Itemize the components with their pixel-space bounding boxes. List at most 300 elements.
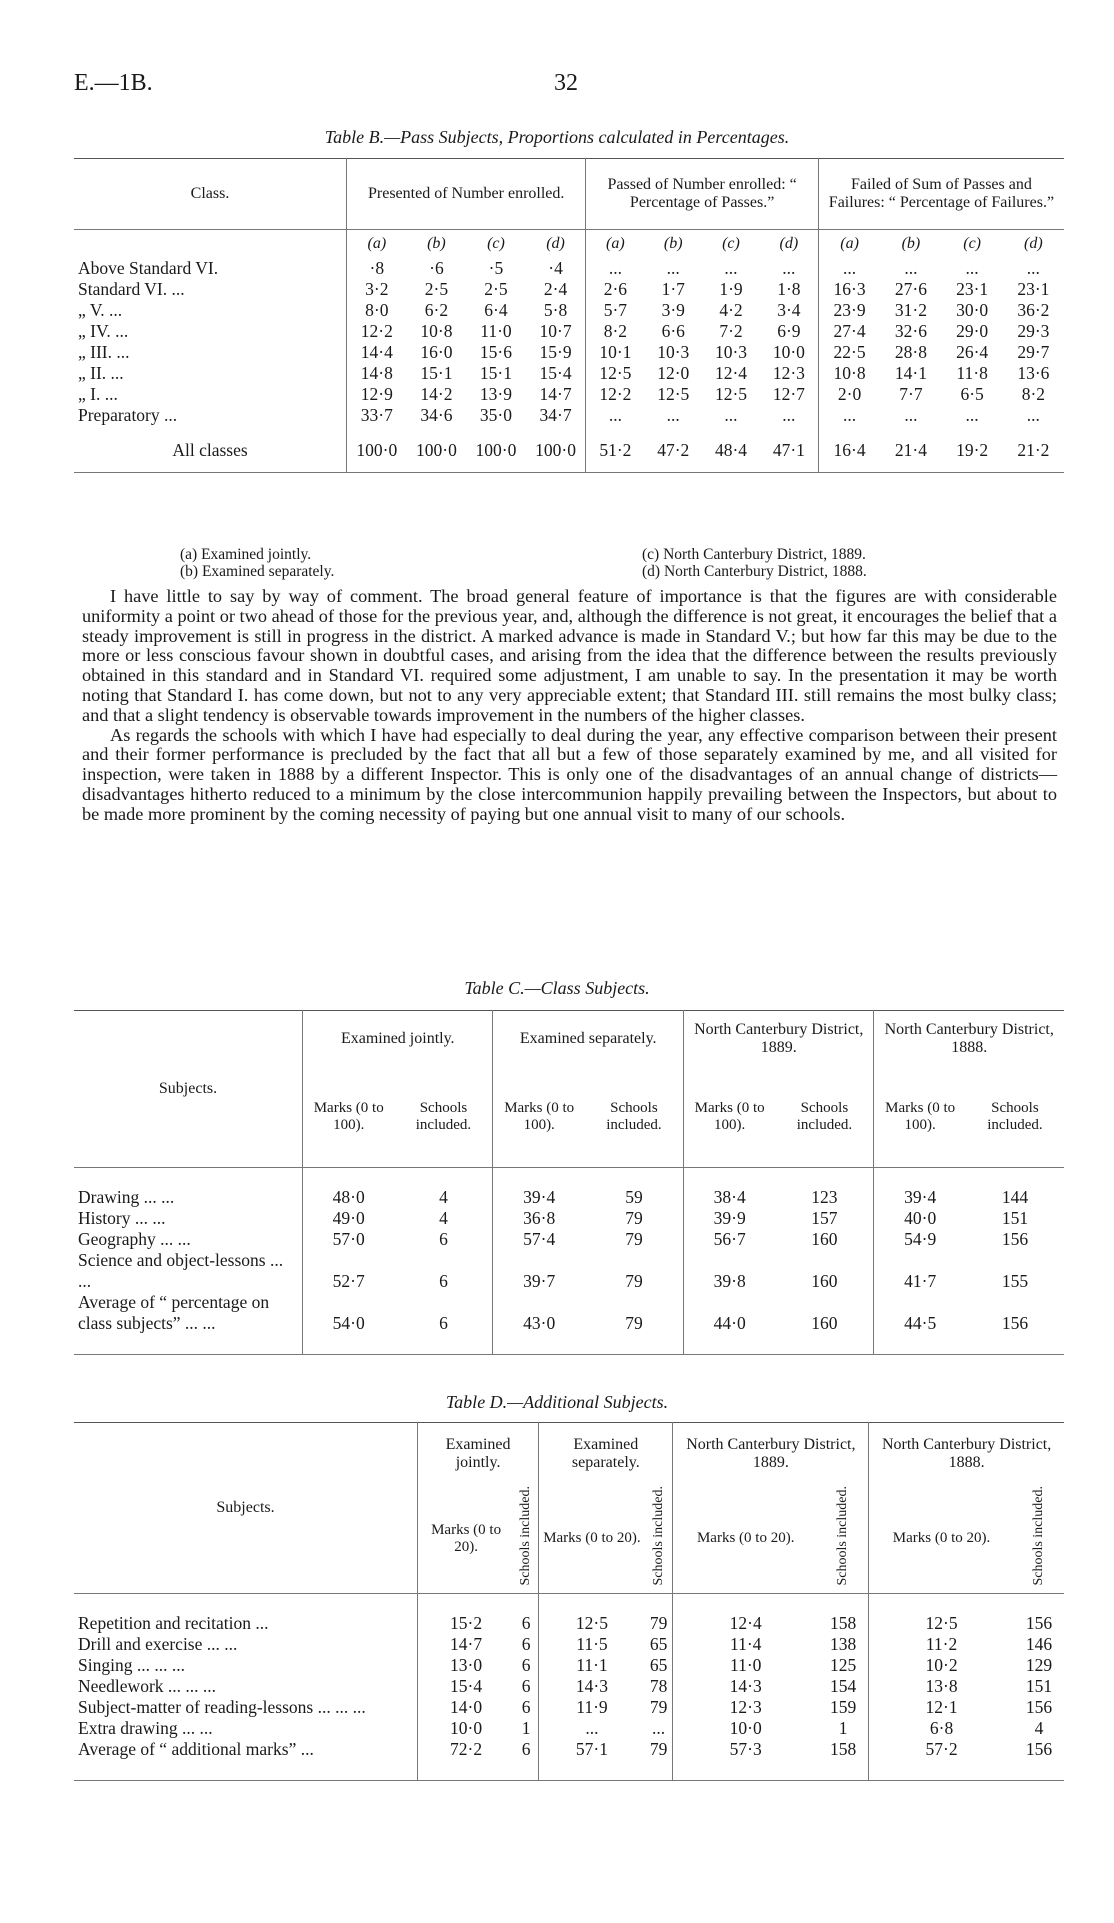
total-cell: 48·4: [714, 440, 748, 460]
table-cell: 57·4: [523, 1229, 556, 1249]
table-cell: 44·5: [904, 1313, 937, 1333]
table-cell: 29·7: [1017, 342, 1050, 362]
table-cell: 160: [775, 1292, 874, 1334]
table-cell: ·4: [526, 258, 586, 279]
table-cell: 6·5: [960, 384, 984, 404]
total-cell: 16·4: [833, 440, 866, 460]
row-label: Drawing ... ...: [74, 1187, 303, 1208]
paragraph: I have little to say by way of comment. The broad general feature of importance is that the figures are with considerable uniformity a point or two ahead of those for the previous year, and, although the difference is not great, it encourages the belief that a steady improvement is still in progress in the district. A marked advance is made in Standard V.; but how far this may be due to the more or less conscious favour shown in doubtful cases, and arising from the idea that the difference between the results previously obtained in this standard and in Standard VI. required some adjustment, I am unable to say. In the presentation it may be worth noting that Standard I. has come down, but not to any very appreciable extent; that Standard III. still remains the most bulky class; and that a slight tendency is observable towards improvement in the numbers of the higher classes.: [82, 586, 1057, 725]
row-label: Extra drawing ... ...: [74, 1718, 418, 1739]
table-cell: 12·2: [599, 384, 632, 404]
table-cell: 12·5: [657, 384, 690, 404]
table-cell: 39·4: [904, 1187, 937, 1207]
table-cell: 13·9: [479, 384, 512, 404]
table-cell: 27·4: [833, 321, 866, 341]
table-cell: 15·9: [526, 342, 586, 363]
table-cell: 39·4: [523, 1187, 556, 1207]
table-cell: ...: [724, 405, 738, 425]
table-b-subcol: (d): [760, 230, 819, 259]
row-label: „ I. ...: [74, 384, 347, 405]
table-cell: 16·3: [833, 279, 866, 299]
table-d: [74, 1422, 1064, 1781]
table-cell: 11·8: [956, 363, 988, 383]
table-cell: 7·2: [719, 321, 743, 341]
table-cell: 11·0: [480, 321, 512, 341]
table-cell: 78: [645, 1676, 673, 1697]
table-cell: 29·0: [956, 321, 989, 341]
table-cell: 14·0: [450, 1697, 483, 1717]
table-cell: 79: [645, 1739, 673, 1760]
table-cell: 10·0: [760, 342, 819, 363]
table-cell: 54·0: [332, 1313, 365, 1333]
table-cell: 6·4: [484, 300, 508, 320]
table-cell: ...: [760, 258, 819, 279]
table-row: [74, 1676, 1064, 1697]
document-code: E.—1B.: [74, 70, 153, 96]
table-cell: ...: [843, 405, 857, 425]
table-cell: 72·2: [450, 1739, 483, 1759]
table-cell: 40·0: [904, 1208, 937, 1228]
row-label: History ... ...: [74, 1208, 303, 1229]
table-c-caption: Table C.—Class Subjects.: [464, 978, 650, 998]
schools-subheader: Schools included.: [394, 1067, 493, 1167]
row-label: Repetition and recitation ...: [74, 1613, 418, 1634]
schools-subheader: [645, 1485, 673, 1593]
total-cell: 47·2: [657, 440, 690, 460]
table-cell: 10·2: [925, 1655, 958, 1675]
row-label: „ III. ...: [74, 342, 347, 363]
table-cell: 125: [818, 1655, 869, 1676]
table-cell: 57·2: [925, 1739, 958, 1759]
row-label: „ II. ...: [74, 363, 347, 384]
table-cell: 16·0: [420, 342, 453, 362]
table-cell: 8·2: [603, 321, 628, 341]
table-row: [74, 1739, 1064, 1760]
table-cell: 14·2: [420, 384, 453, 404]
table-cell: 15·2: [450, 1613, 483, 1633]
schools-subheader: Schools included.: [585, 1067, 684, 1167]
total-cell: 51·2: [599, 440, 632, 460]
table-cell: 2·5: [424, 279, 449, 299]
table-cell: 6: [394, 1292, 493, 1334]
table-cell: 156: [1025, 1739, 1053, 1759]
table-cell: 158: [818, 1613, 869, 1634]
table-cell: 156: [1025, 1613, 1053, 1633]
table-cell: 23·1: [1017, 279, 1050, 299]
table-c-group-1889: North Canterbury District, 1889.: [683, 1011, 873, 1068]
row-label: Science and object-lessons ... ...: [74, 1250, 303, 1292]
table-cell: 156: [1001, 1229, 1029, 1249]
table-cell: 15·1: [479, 363, 512, 383]
table-cell: 6·8: [929, 1718, 954, 1738]
total-cell: 21·2: [1017, 440, 1050, 460]
table-cell: 57·0: [332, 1229, 365, 1249]
marks-subheader: Marks (0 to 100).: [313, 1099, 384, 1133]
table-cell: 36·2: [1017, 300, 1050, 320]
total-cell: 100·0: [526, 440, 586, 472]
row-label: Average of “ percentage on class subjects” ... ...: [74, 1292, 303, 1334]
table-cell: 154: [818, 1676, 869, 1697]
table-cell: 14·4: [360, 342, 393, 362]
note-a: (a) Examined jointly.: [180, 546, 312, 563]
table-cell: 26·4: [956, 342, 989, 362]
table-c: [74, 1010, 1064, 1355]
table-row: [74, 342, 1064, 363]
table-cell: 5·7: [603, 300, 628, 320]
paragraph: As regards the schools with which I have had especially to deal during the year, any effective comparison between their present and their former performance is precluded by the fact that all but a few of those separately examined by me, and all visited for inspection, were taken in 1888 by a different Inspector. This is only one of the disadvantages of an annual change of districts—disadvantages hitherto reduced to a minimum by the close intercommunion happily prevailing between the Inspectors, but about to be made more prominent by the coming necessity of paying but one annual visit to many of our schools.: [82, 724, 1057, 824]
table-cell: 12·5: [925, 1613, 958, 1633]
table-cell: 3·4: [760, 300, 819, 321]
row-label: Drill and exercise ... ...: [74, 1634, 418, 1655]
note-d: (d) North Canterbury District, 1888.: [642, 563, 867, 580]
table-cell: 15·6: [479, 342, 512, 362]
table-cell: ...: [760, 405, 819, 426]
table-cell: 146: [1025, 1634, 1053, 1654]
table-d-caption: Table D.—Additional Subjects.: [445, 1392, 669, 1412]
table-cell: 6: [514, 1634, 539, 1655]
table-cell: 10·0: [450, 1718, 483, 1738]
table-cell: ...: [904, 405, 918, 425]
schools-subheader-text: Schools included.: [1030, 1486, 1046, 1587]
table-cell: 23·9: [833, 300, 866, 320]
table-cell: ...: [666, 405, 680, 425]
table-cell: 151: [1001, 1208, 1029, 1228]
table-cell: 11·1: [576, 1655, 608, 1675]
table-cell: ...: [608, 405, 622, 425]
table-c-group-separately: Examined separately.: [493, 1011, 683, 1068]
table-cell: 160: [775, 1229, 874, 1250]
table-b: [74, 158, 1064, 473]
table-cell: 160: [775, 1250, 874, 1292]
table-cell: 27·6: [894, 279, 927, 299]
table-cell: 151: [1025, 1676, 1053, 1696]
table-cell: 12·1: [925, 1697, 958, 1717]
marks-subheader: Marks (0 to 20).: [431, 1521, 502, 1555]
schools-subheader-text: Schools included.: [650, 1486, 666, 1587]
table-row: [74, 321, 1064, 342]
table-cell: 34·6: [420, 405, 453, 425]
table-c-group-jointly: Examined jointly.: [303, 1011, 493, 1068]
total-cell: 19·2: [956, 440, 989, 460]
row-label: Singing ... ... ...: [74, 1655, 418, 1676]
table-cell: ·5: [488, 258, 504, 278]
table-b-passed-header: Passed of Number enrolled: “ Percentage of Passes.”: [586, 159, 818, 230]
table-cell: 158: [818, 1739, 869, 1760]
table-cell: 2·0: [837, 384, 862, 404]
table-cell: 35·0: [479, 405, 512, 425]
schools-subheader-text: Schools included.: [518, 1486, 534, 1587]
schools-subheader: Schools included.: [775, 1067, 874, 1167]
table-cell: ...: [724, 258, 738, 278]
table-cell: 144: [1001, 1187, 1029, 1207]
table-cell: 79: [645, 1613, 673, 1634]
table-row: [74, 1718, 1064, 1739]
total-label: All classes: [74, 440, 347, 472]
table-cell: ...: [904, 258, 918, 278]
table-cell: 13·8: [925, 1676, 958, 1696]
table-row: [74, 1229, 1064, 1250]
table-cell: 11·0: [730, 1655, 762, 1675]
table-cell: 31·2: [894, 300, 927, 320]
table-cell: 6: [514, 1697, 539, 1718]
table-cell: 2·4: [526, 279, 586, 300]
table-cell: ·8: [369, 258, 385, 278]
table-c-group-1888: North Canterbury District, 1888.: [884, 1021, 1054, 1056]
table-b-subcol: (d): [1024, 235, 1043, 252]
row-label: Preparatory ...: [74, 405, 347, 426]
table-cell: ...: [645, 1718, 673, 1739]
table-b-subcol: (a): [606, 235, 625, 252]
table-cell: 12·9: [360, 384, 393, 404]
table-d-group-jointly: Examined jointly.: [418, 1423, 539, 1486]
total-cell: 47·1: [760, 440, 819, 472]
marks-subheader: Marks (0 to 100).: [504, 1099, 575, 1133]
row-label: Above Standard VI.: [74, 258, 347, 279]
table-d-group-1888: North Canterbury District, 1888.: [881, 1436, 1052, 1471]
marks-subheader: Marks (0 to 100).: [885, 1099, 956, 1133]
table-cell: 4·2: [719, 300, 743, 320]
table-b-presented-header: Presented of Number enrolled.: [347, 159, 586, 230]
table-cell: 57·3: [729, 1739, 762, 1759]
row-label: Standard VI. ...: [74, 279, 347, 300]
table-cell: 14·8: [360, 363, 393, 383]
table-cell: 23·1: [956, 279, 989, 299]
table-cell: 79: [585, 1250, 684, 1292]
table-cell: 33·7: [360, 405, 393, 425]
table-cell: 79: [585, 1208, 684, 1229]
table-cell: 8·2: [1021, 384, 1046, 404]
table-d-group-1889: North Canterbury District, 1889.: [673, 1423, 869, 1486]
table-b-failed-header: Failed of Sum of Passes and Failures: “ Percentage of Failures.”: [828, 176, 1055, 211]
table-cell: 1: [514, 1718, 539, 1739]
table-cell: 123: [775, 1187, 874, 1208]
table-cell: 2·6: [603, 279, 628, 299]
table-cell: 79: [585, 1292, 684, 1334]
table-cell: 12·4: [714, 363, 748, 383]
schools-subheader: [514, 1485, 539, 1593]
table-b-subcol: (c): [487, 235, 505, 252]
table-cell: 6: [394, 1250, 493, 1292]
marks-subheader: Marks (0 to 100).: [694, 1099, 765, 1133]
table-cell: 52·7: [332, 1271, 365, 1291]
table-cell: 14·3: [729, 1676, 762, 1696]
table-cell: 14·7: [450, 1634, 483, 1654]
table-b-class-header: Class.: [74, 159, 347, 230]
table-b-subcol: (b): [427, 235, 446, 252]
table-cell: 41·7: [904, 1271, 937, 1291]
schools-subheader: Schools included.: [987, 1099, 1043, 1133]
note-c: (c) North Canterbury District, 1889.: [642, 546, 866, 563]
table-cell: 6: [514, 1655, 539, 1676]
table-row: [74, 1187, 1064, 1208]
table-cell: ...: [666, 258, 680, 278]
table-cell: 3·2: [365, 279, 389, 299]
note-b: (b) Examined separately.: [180, 563, 335, 580]
page-number: 32: [554, 70, 578, 96]
table-cell: 6: [394, 1229, 493, 1250]
table-d-group-separately: Examined separately.: [539, 1423, 673, 1486]
table-row: [74, 1613, 1064, 1634]
table-cell: 13·6: [1017, 363, 1050, 383]
row-label: „ IV. ...: [74, 321, 347, 342]
table-b-subcol: (c): [722, 235, 740, 252]
table-cell: 29·3: [1017, 321, 1050, 341]
table-cell: 6·2: [424, 300, 449, 320]
total-cell: 100·0: [356, 440, 398, 460]
table-b-subcol: (b): [901, 235, 921, 252]
table-cell: 11·9: [576, 1697, 608, 1717]
table-row: [74, 1655, 1064, 1676]
table-cell: 4: [1034, 1718, 1044, 1738]
table-cell: 49·0: [332, 1208, 365, 1228]
table-cell: 79: [645, 1697, 673, 1718]
table-row: [74, 405, 1064, 426]
row-label: Average of “ additional marks” ...: [74, 1739, 418, 1760]
table-cell: 138: [818, 1634, 869, 1655]
table-cell: ·6: [429, 258, 444, 278]
page-header: [74, 70, 1084, 100]
table-b-caption: Table B.—Pass Subjects, Proportions calculated in Percentages.: [324, 127, 790, 147]
table-cell: 36·8: [523, 1208, 556, 1228]
table-cell: 11·4: [730, 1634, 762, 1654]
row-label: Needlework ... ... ...: [74, 1676, 418, 1697]
table-cell: 6: [514, 1739, 539, 1760]
total-cell: 100·0: [416, 440, 457, 460]
table-cell: 59: [585, 1187, 684, 1208]
row-label: Subject-matter of reading-lessons ... ... ...: [74, 1697, 418, 1718]
table-cell: 79: [585, 1229, 684, 1250]
table-cell: 57·1: [575, 1739, 608, 1759]
table-cell: 54·9: [904, 1229, 937, 1249]
table-cell: 30·0: [956, 300, 989, 320]
table-cell: ...: [965, 405, 979, 425]
table-cell: 157: [775, 1208, 874, 1229]
total-cell: 100·0: [475, 440, 517, 460]
table-cell: 8·0: [365, 300, 389, 320]
table-b-subcol: (c): [963, 235, 981, 252]
table-cell: 10·8: [833, 363, 866, 383]
table-cell: 10·7: [526, 321, 586, 342]
schools-subheader: [818, 1485, 869, 1593]
table-cell: 48·0: [332, 1187, 365, 1207]
table-cell: 14·1: [894, 363, 927, 383]
table-cell: 22·5: [833, 342, 866, 362]
table-b-subcol: (a): [367, 235, 387, 252]
table-cell: ...: [1026, 405, 1040, 425]
table-b-subcol: (b): [663, 235, 683, 252]
table-cell: 10·8: [420, 321, 453, 341]
table-cell: 65: [645, 1655, 673, 1676]
table-cell: 32·6: [894, 321, 927, 341]
table-cell: 159: [818, 1697, 869, 1718]
table-cell: 28·8: [894, 342, 927, 362]
table-row: [74, 384, 1064, 405]
table-cell: 15·1: [420, 363, 453, 383]
table-cell: 12·5: [714, 384, 748, 404]
table-d-subjects-header: Subjects.: [74, 1423, 418, 1594]
table-b-subcol: (a): [840, 235, 859, 252]
table-cell: 12·3: [760, 363, 819, 384]
schools-subheader: [1014, 1485, 1064, 1593]
table-cell: 44·0: [713, 1313, 746, 1333]
table-cell: ...: [843, 258, 857, 278]
table-row: [74, 279, 1064, 300]
table-cell: 39·8: [713, 1271, 746, 1291]
table-b-subcol: (d): [526, 230, 586, 259]
table-cell: 12·2: [360, 321, 393, 341]
table-cell: 1·7: [661, 279, 685, 299]
table-cell: 10·1: [599, 342, 632, 362]
table-cell: 34·7: [526, 405, 586, 426]
table-cell: 1·8: [760, 279, 819, 300]
commentary: [82, 587, 1057, 825]
table-cell: 13·0: [450, 1655, 483, 1675]
marks-subheader: Marks (0 to 20).: [696, 1530, 795, 1547]
table-cell: 14·3: [575, 1676, 608, 1696]
table-cell: 6: [514, 1613, 539, 1634]
row-label: „ V. ...: [74, 300, 347, 321]
table-cell: 4: [394, 1208, 493, 1229]
table-cell: 12·0: [657, 363, 690, 383]
table-cell: 6·6: [661, 321, 685, 341]
table-cell: 39·7: [523, 1271, 556, 1291]
table-cell: 11·5: [576, 1634, 608, 1654]
table-row: [74, 1697, 1064, 1718]
table-cell: 5·8: [526, 300, 586, 321]
table-cell: 43·0: [523, 1313, 556, 1333]
table-cell: 65: [645, 1634, 673, 1655]
table-row: [74, 1250, 1064, 1292]
table-cell: 156: [1001, 1313, 1029, 1333]
total-cell: 21·4: [894, 440, 927, 460]
table-cell: 4: [394, 1187, 493, 1208]
table-cell: 38·4: [713, 1187, 746, 1207]
marks-subheader: Marks (0 to 20).: [892, 1530, 991, 1547]
table-cell: ...: [608, 258, 622, 278]
table-cell: 2·5: [484, 279, 508, 299]
table-row: [74, 258, 1064, 279]
table-cell: 129: [1025, 1655, 1053, 1675]
table-cell: 10·0: [729, 1718, 762, 1738]
row-label: Geography ... ...: [74, 1229, 303, 1250]
table-cell: ...: [965, 258, 979, 278]
table-cell: 12·4: [729, 1613, 762, 1633]
table-cell: 12·5: [575, 1613, 608, 1633]
table-cell: 155: [1001, 1271, 1029, 1291]
table-cell: 12·5: [599, 363, 632, 383]
table-cell: 10·3: [657, 342, 690, 362]
table-cell: 7·7: [899, 384, 923, 404]
table-cell: ...: [585, 1718, 599, 1738]
table-row: [74, 1634, 1064, 1655]
table-row: [74, 1292, 1064, 1334]
table-cell: 12·3: [729, 1697, 762, 1717]
table-cell: 11·2: [925, 1634, 958, 1654]
table-cell: 39·9: [713, 1208, 746, 1228]
table-cell: 15·4: [450, 1676, 483, 1696]
table-cell: 6·9: [760, 321, 819, 342]
table-cell: 14·7: [526, 384, 586, 405]
table-cell: ...: [1026, 258, 1040, 278]
table-cell: 3·9: [661, 300, 685, 320]
schools-subheader-text: Schools included.: [835, 1486, 851, 1587]
marks-subheader: Marks (0 to 20).: [543, 1530, 641, 1547]
table-row: [74, 363, 1064, 384]
table-cell: 6: [514, 1676, 539, 1697]
table-c-subjects-header: Subjects.: [74, 1011, 303, 1168]
table-cell: 1·9: [719, 279, 743, 299]
table-cell: 1: [818, 1718, 869, 1739]
